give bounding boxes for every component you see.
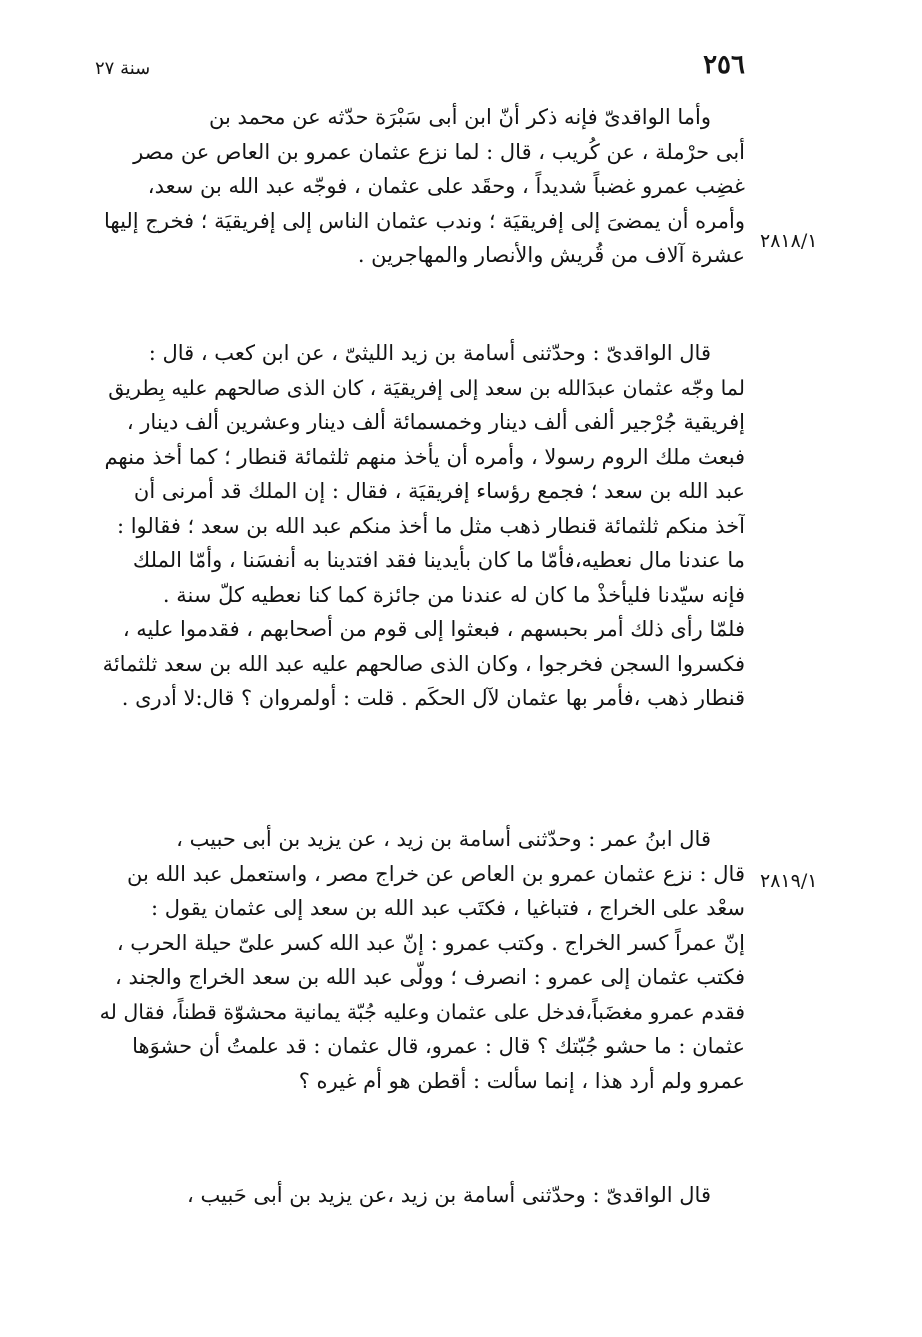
text-line: أبى حرْملة ، عن كُريب ، قال : لما نزع عثمان عمرو بن العاص عن مصر — [133, 139, 745, 164]
text-line: قال : نزع عثمان عمرو بن العاص عن خراج مصر ، واستعمل عبد الله بن — [127, 861, 745, 886]
page-number: ٢٥٦ — [703, 50, 745, 80]
text-line: ما عندنا مال نعطيه،فأمّا ما كان بأيدينا فقد افتدينا به أنفسَنا ، وأمّا الملك — [132, 548, 745, 572]
text-line: وأمره أن يمضىَ إلى إفريقيَة ؛ وندب عثمان الناس إلى إفريقيَة ؛ فخرج إليها — [103, 208, 745, 233]
text-line: فلمّا رأى ذلك أمر بحبسهم ، فبعثوا إلى قوم من أصحابهم ، فقدموا عليه ، — [122, 617, 745, 641]
text-line: آخذ منكم ثلثمائة قنطار ذهب مثل ما أخذ منكم عبد الله بن سعد ؛ فقالوا : — [116, 513, 745, 538]
text-line: فبعث ملك الروم رسولا ، وأمره أن يأخذ منهم ثلثمائة قنطار ؛ كما أخذ منهم — [104, 444, 745, 469]
text-line: قال الواقدىّ : وحدّثنى أسامة بن زيد ،عن يزيد بن أبى حَبيب ، — [187, 1183, 711, 1207]
text-line: إفريقية جُرْجير ألفى ألف دينار وخمسمائة ألف دينار وعشرين ألف دينار ، — [126, 410, 745, 434]
text-line: فقدم عمرو مغضَباً،فدخل على عثمان وعليه جُبّة يمانية محشوّة قطناً، فقال له — [99, 999, 745, 1024]
margin-reference: ٢٨١٨/١ — [760, 230, 818, 252]
page-header — [95, 50, 745, 86]
text-line: غضِب عمرو غضباً شديداً ، وحقَد على عثمان ، فوجّه عبد الله بن سعد، — [147, 174, 745, 198]
text-line: عثمان : ما حشو جُبّتك ؟ قال : عمرو، قال عثمان : قد علمتُ أن حشوَها — [132, 1034, 745, 1058]
text-line: قال ابنُ عمر : وحدّثنى أسامة بن زيد ، عن يزيد بن أبى حبيب ، — [176, 827, 711, 851]
text-line: فكسروا السجن فخرجوا ، وكان الذى صالحهم عليه عبد الله بن سعد ثلثمائة — [102, 651, 745, 676]
paragraph — [95, 1178, 745, 1213]
running-head-year: سنة ٢٧ — [95, 58, 151, 79]
text-line: سعْد على الخراج ، فتباغيا ، فكتَب عبد الله بن سعد إلى عثمان يقول : — [150, 896, 745, 920]
paragraph — [95, 822, 745, 1098]
text-line: وأما الواقدىّ فإنه ذكر أنّ ابن أبى سَبْرَة حدّثه عن محمد بن — [209, 105, 711, 129]
text-line: لما وجّه عثمان عبدَالله بن سعد إلى إفريقيَة ، كان الذى صالحهم عليه بِطريق — [108, 375, 745, 400]
text-line: قال الواقدىّ : وحدّثنى أسامة بن زيد الليثىّ ، عن ابن كعب ، قال : — [148, 341, 711, 365]
text-line: عبد الله بن سعد ؛ فجمع رؤساء إفريقيَة ، فقال : إن الملك قد أمرنى أن — [133, 479, 745, 503]
text-line: عشرة آلاف من قُريش والأنصار والمهاجرين . — [357, 243, 745, 267]
text-line: إنّ عمراً كسر الخراج . وكتب عمرو : إنّ عبد الله كسر علىّ حيلة الحرب ، — [116, 930, 745, 955]
text-line: فإنه سيّدنا فليأخذْ ما كان له عندنا من جائزة كما كنا نعطيه كلّ سنة . — [162, 582, 745, 607]
text-line: فكتب عثمان إلى عمرو : انصرف ؛ وولّى عبد الله بن سعد الخراج والجند ، — [115, 965, 745, 989]
paragraph — [95, 336, 745, 716]
margin-reference: ٢٨١٩/١ — [760, 870, 818, 892]
text-line: عمرو ولم أرد هذا ، إنما سألت : أقطن هو أم غيره ؟ — [298, 1068, 745, 1093]
paragraph — [95, 100, 745, 273]
text-line: قنطار ذهب ،فأمر بها عثمان لآل الحكَم . قلت : أولمروان ؟ قال:لا أدرى . — [121, 686, 745, 710]
